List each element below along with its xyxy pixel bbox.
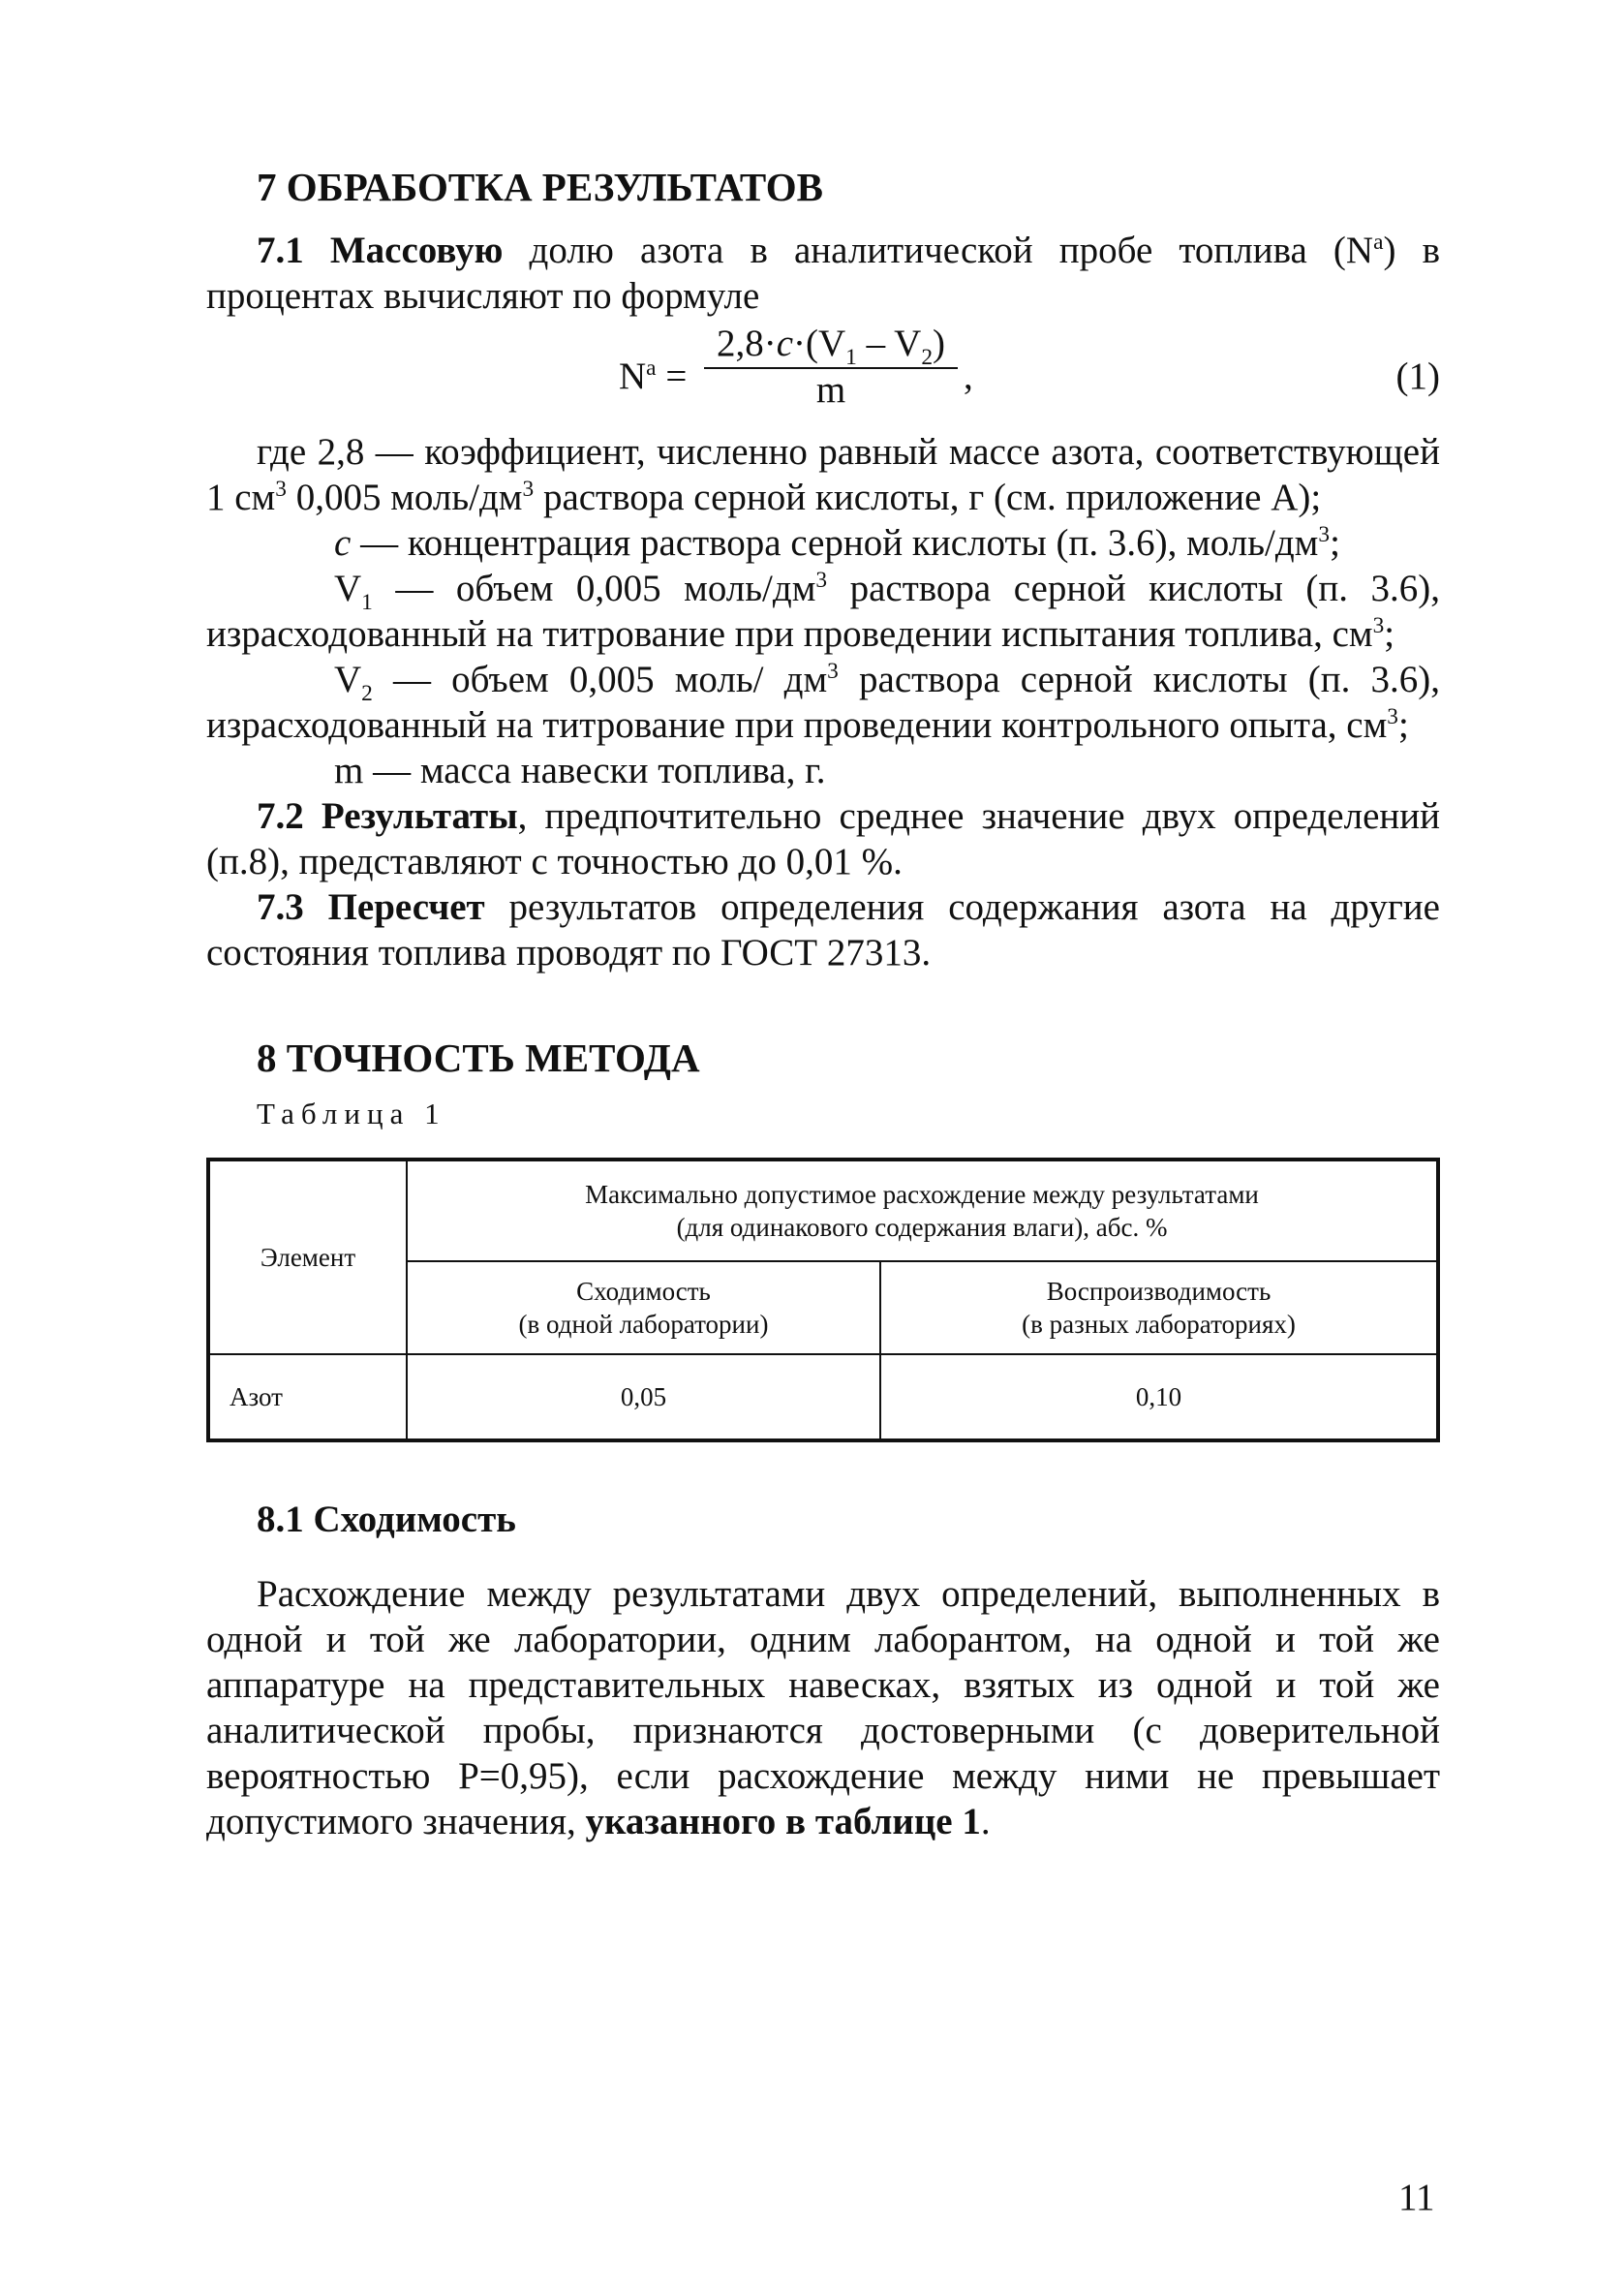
c-definition xyxy=(206,520,1440,566)
cell-reproducibility: 0,10 xyxy=(880,1354,1438,1440)
paragraph-7-2 xyxy=(206,793,1440,884)
formula-fraction xyxy=(704,323,958,412)
v1-definition xyxy=(206,566,1440,657)
where-sup1: 3 xyxy=(275,477,287,502)
p71-bold: Массовую xyxy=(329,230,504,271)
cell-repeatability: 0,05 xyxy=(407,1354,880,1440)
formula-comma: , xyxy=(964,356,973,397)
p81-text: Расхождение между результатами двух определений, выполненных в одной и той же лаборатории, одним лаборантом, на одной и той же аппаратуре на представительных навесках, взятых из одной и той же аналитической пробы, признаются достоверными (с доверительной вероятностью Р=0,95), если расхождение между ними не превышает допустимого значения, xyxy=(206,1573,1440,1842)
p71-text: долю азота в аналитической пробе топлива (N xyxy=(503,230,1374,271)
v2-text2: раствора серной кислоты (п. 3.6), израсходованный на титрование при проведении контрольного опыта, см xyxy=(206,659,1440,746)
formula-denominator: m xyxy=(815,369,846,411)
p81-end: . xyxy=(980,1801,991,1842)
num-c: c xyxy=(776,323,794,364)
p72-text: , предпочтительно среднее значение двух определений (п.8), представляют с точностью до 0,01 %. xyxy=(206,795,1441,882)
cell-element: Азот xyxy=(208,1354,407,1440)
section-7-heading: 7 ОБРАБОТКА РЕЗУЛЬТАТОВ xyxy=(257,165,823,209)
formula-number: (1) xyxy=(1395,356,1440,397)
v2-sup2: 3 xyxy=(1387,704,1398,729)
sub1-line2: (в одной лаборатории) xyxy=(518,1310,769,1339)
formula-n: N xyxy=(619,356,647,397)
header-element xyxy=(208,1160,407,1354)
precision-table xyxy=(206,1158,1440,1442)
header-main-line1: Максимально допустимое расхождение между результатами xyxy=(585,1180,1259,1209)
c-sup: 3 xyxy=(1318,522,1331,547)
subsection-8-1-heading: 8.1 Сходимость xyxy=(257,1499,516,1540)
v2-sup: 3 xyxy=(827,659,839,684)
sub1-line1: Сходимость xyxy=(576,1277,711,1306)
page-content xyxy=(206,165,1440,1844)
paragraph-8-1 xyxy=(206,1571,1440,1844)
p71-number: 7.1 xyxy=(257,230,304,271)
where-c: раствора серной кислоты, г (см. приложение А); xyxy=(534,477,1322,518)
formula-eq: = xyxy=(656,356,688,397)
header-reproducibility xyxy=(880,1261,1438,1354)
p73-number: 7.3 xyxy=(257,886,304,928)
header-repeatability xyxy=(407,1261,880,1354)
v2-text: — объем 0,005 моль/ дм xyxy=(372,659,828,700)
v2-definition xyxy=(206,657,1440,748)
p81-bold: указанного в таблице 1 xyxy=(585,1801,981,1842)
formula-numerator xyxy=(704,323,958,369)
m-definition: m — масса навески топлива, г. xyxy=(334,750,826,791)
num-minus: – V xyxy=(856,323,922,364)
header-main xyxy=(407,1160,1438,1261)
p73-bold: Пересчет xyxy=(327,886,485,928)
sub2-line2: (в разных лабораториях) xyxy=(1022,1310,1296,1339)
p72-number: 7.2 xyxy=(257,795,304,837)
section-8-heading: 8 ТОЧНОСТЬ МЕТОДА xyxy=(257,1036,700,1080)
v2-term: V xyxy=(334,659,362,700)
v2-sub: 2 xyxy=(361,680,373,706)
v1-sub: 1 xyxy=(361,589,373,615)
v1-sup2: 3 xyxy=(1372,613,1385,638)
table-header-row xyxy=(208,1160,1438,1261)
c-term: c xyxy=(334,522,352,564)
num-a: 2,8· xyxy=(716,323,777,364)
paragraph-7-1 xyxy=(206,228,1440,319)
p73-text: результатов определения содержания азота на другие состояния топлива проводят по ГОСТ 27313. xyxy=(206,886,1440,974)
formula-lhs xyxy=(619,354,687,399)
table-caption: Таблица 1 xyxy=(257,1097,446,1130)
where-sup2: 3 xyxy=(522,477,535,502)
where-b: 0,005 моль/дм xyxy=(286,477,523,518)
num-b: ·(V xyxy=(793,323,846,364)
p71-sup: а xyxy=(1373,230,1384,255)
num-end: ) xyxy=(933,323,946,364)
p71-text2: ) в процентах вычисляют по формуле xyxy=(206,230,1441,317)
paragraph-7-3 xyxy=(206,884,1440,975)
header-element-label: Элемент xyxy=(260,1243,356,1272)
where-definition xyxy=(206,429,1440,520)
formula-1 xyxy=(206,321,1440,423)
sub2-line1: Воспроизводимость xyxy=(1046,1277,1272,1306)
v1-text2: раствора серной кислоты (п. 3.6), израсходованный на титрование при проведении испытания топлива, см xyxy=(206,568,1440,655)
table-row xyxy=(208,1354,1438,1440)
c-text: — концентрация раствора серной кислоты (п. 3.6), моль/дм xyxy=(351,522,1319,564)
v2-end: ; xyxy=(1397,704,1409,746)
header-main-line2: (для одинакового содержания влаги), абс. % xyxy=(676,1213,1168,1242)
v1-sup: 3 xyxy=(815,568,828,593)
where-a: где 2,8 — коэффициент, численно равный массе азота, соответствующей 1 см xyxy=(206,431,1440,518)
page-number: 11 xyxy=(1398,2177,1435,2218)
v1-end: ; xyxy=(1384,613,1395,655)
p72-bold: Результаты xyxy=(321,795,518,837)
v1-text: — объем 0,005 моль/дм xyxy=(372,568,816,609)
v1-term: V xyxy=(334,568,362,609)
num-sub1: 1 xyxy=(845,344,857,370)
num-sub2: 2 xyxy=(921,344,934,370)
c-end: ; xyxy=(1330,522,1340,564)
formula-n-sup: а xyxy=(646,356,657,381)
